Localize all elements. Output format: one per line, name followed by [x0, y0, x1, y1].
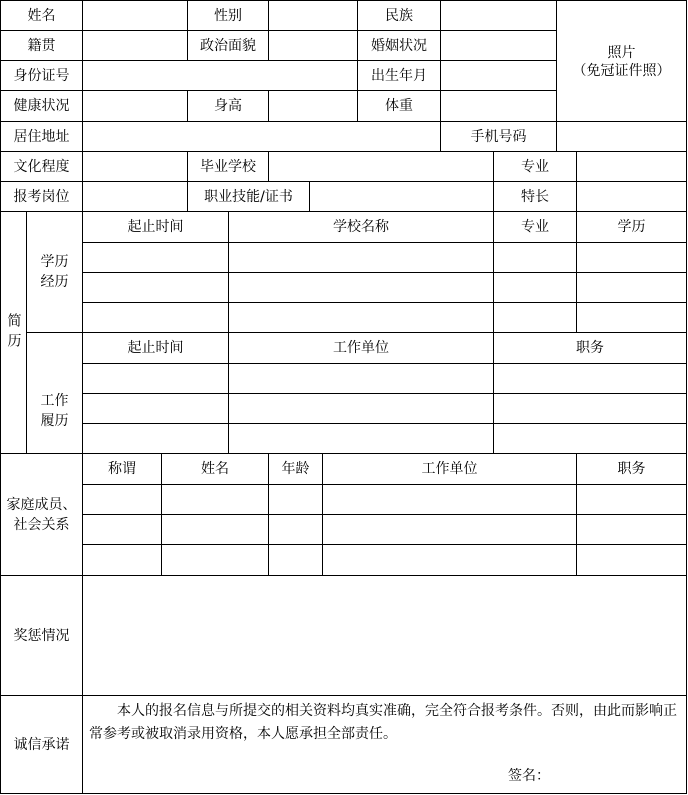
pledge-label: 诚信承诺 — [0, 695, 83, 794]
phone-field[interactable] — [556, 121, 687, 152]
family-row-3-age[interactable] — [268, 544, 323, 576]
resume-label: 简历 — [0, 211, 27, 454]
signature-label[interactable]: 签名： — [508, 768, 550, 784]
edu-row-1-major[interactable] — [493, 242, 577, 273]
marital-field[interactable] — [440, 30, 557, 61]
edu-row-1-degree[interactable] — [576, 242, 687, 273]
weight-label: 体重 — [357, 90, 441, 122]
edu-row-3-period[interactable] — [82, 302, 229, 333]
edu-row-3-school[interactable] — [228, 302, 494, 333]
work-row-1-title[interactable] — [493, 363, 687, 394]
gender-label: 性别 — [187, 0, 269, 31]
edu-row-2-degree[interactable] — [576, 272, 687, 303]
work-header-title: 职务 — [493, 332, 687, 364]
name-label: 姓名 — [0, 0, 83, 31]
weight-field[interactable] — [440, 90, 557, 122]
work-header-period: 起止时间 — [82, 332, 229, 364]
edu-row-1-school[interactable] — [228, 242, 494, 273]
photo-label: 照片 — [607, 45, 636, 61]
education-field[interactable] — [82, 151, 188, 182]
family-header-name: 姓名 — [161, 453, 269, 485]
health-label: 健康状况 — [0, 90, 83, 122]
pledge-text: 本人的报名信息与所提交的相关资料均真实准确，完全符合报考条件。否则，由此而影响正常参考或被取消录用资格，本人愿承担全部责任。 — [89, 703, 677, 742]
family-row-2-age[interactable] — [268, 514, 323, 545]
awards-label: 奖惩情况 — [0, 575, 83, 696]
family-row-3-title[interactable] — [576, 544, 687, 576]
family-row-2-title[interactable] — [576, 514, 687, 545]
address-field[interactable] — [82, 121, 441, 152]
family-row-3-name[interactable] — [161, 544, 269, 576]
phone-label: 手机号码 — [440, 121, 557, 152]
work-row-3-period[interactable] — [82, 423, 229, 454]
major-field[interactable] — [576, 151, 687, 182]
edu-header-period: 起止时间 — [82, 211, 229, 243]
pledge-box — [82, 695, 687, 794]
education-history-label-line2: 经历 — [40, 274, 69, 290]
family-label — [0, 453, 83, 576]
family-row-1-relation[interactable] — [82, 484, 162, 515]
family-row-3-relation[interactable] — [82, 544, 162, 576]
edu-header-degree: 学历 — [576, 211, 687, 243]
skill-label: 职业技能/证书 — [187, 181, 310, 212]
work-row-3-employer[interactable] — [228, 423, 494, 454]
ethnicity-field[interactable] — [440, 0, 557, 31]
family-row-2-relation[interactable] — [82, 514, 162, 545]
position-label: 报考岗位 — [0, 181, 83, 212]
work-header-employer: 工作单位 — [228, 332, 494, 364]
name-field[interactable] — [82, 0, 188, 31]
specialty-label: 特长 — [493, 181, 577, 212]
political-field[interactable] — [268, 30, 358, 61]
family-header-title: 职务 — [576, 453, 687, 485]
registration-form — [1, 1, 687, 794]
school-field[interactable] — [268, 151, 494, 182]
family-row-1-employer[interactable] — [322, 484, 577, 515]
awards-field[interactable] — [82, 575, 687, 696]
birth-field[interactable] — [440, 60, 557, 91]
position-field[interactable] — [82, 181, 188, 212]
work-row-2-employer[interactable] — [228, 393, 494, 424]
edu-header-major: 专业 — [493, 211, 577, 243]
height-label: 身高 — [187, 90, 269, 122]
major-label: 专业 — [493, 151, 577, 182]
education-label: 文化程度 — [0, 151, 83, 182]
family-label-line1: 家庭成员、 — [6, 496, 77, 513]
family-row-3-employer[interactable] — [322, 544, 577, 576]
marital-label: 婚姻状况 — [357, 30, 441, 61]
political-label: 政治面貌 — [187, 30, 269, 61]
edu-row-1-period[interactable] — [82, 242, 229, 273]
specialty-field[interactable] — [576, 181, 687, 212]
work-row-1-period[interactable] — [82, 363, 229, 394]
work-history-label — [26, 332, 83, 454]
family-label-line2: 社会关系 — [13, 516, 70, 533]
address-label: 居住地址 — [0, 121, 83, 152]
family-header-age: 年龄 — [268, 453, 323, 485]
family-header-relation: 称谓 — [82, 453, 162, 485]
family-row-1-name[interactable] — [161, 484, 269, 515]
photo-note: （免冠证件照） — [572, 63, 671, 79]
birth-label: 出生年月 — [357, 60, 441, 91]
school-label: 毕业学校 — [187, 151, 269, 182]
work-row-1-employer[interactable] — [228, 363, 494, 394]
edu-header-school: 学校名称 — [228, 211, 494, 243]
photo-box[interactable] — [556, 0, 687, 122]
work-history-label-line2: 履历 — [40, 413, 69, 429]
native-place-label: 籍贯 — [0, 30, 83, 61]
gender-field[interactable] — [268, 0, 358, 31]
work-row-3-title[interactable] — [493, 423, 687, 454]
native-place-field[interactable] — [82, 30, 188, 61]
height-field[interactable] — [268, 90, 358, 122]
id-label: 身份证号 — [0, 60, 83, 91]
education-history-label-line1: 学历 — [40, 254, 69, 270]
edu-row-2-period[interactable] — [82, 272, 229, 303]
family-row-1-title[interactable] — [576, 484, 687, 515]
family-row-2-name[interactable] — [161, 514, 269, 545]
education-history-label — [26, 211, 83, 333]
family-header-employer: 工作单位 — [322, 453, 577, 485]
family-row-2-employer[interactable] — [322, 514, 577, 545]
edu-row-3-degree[interactable] — [576, 302, 687, 333]
id-field[interactable] — [82, 60, 358, 91]
skill-field[interactable] — [309, 181, 494, 212]
edu-row-2-school[interactable] — [228, 272, 494, 303]
edu-row-2-major[interactable] — [493, 272, 577, 303]
work-history-label-line1: 工作 — [40, 393, 69, 409]
work-row-2-title[interactable] — [493, 393, 687, 424]
ethnicity-label: 民族 — [357, 0, 441, 31]
health-field[interactable] — [82, 90, 188, 122]
work-row-2-period[interactable] — [82, 393, 229, 424]
family-row-1-age[interactable] — [268, 484, 323, 515]
edu-row-3-major[interactable] — [493, 302, 577, 333]
